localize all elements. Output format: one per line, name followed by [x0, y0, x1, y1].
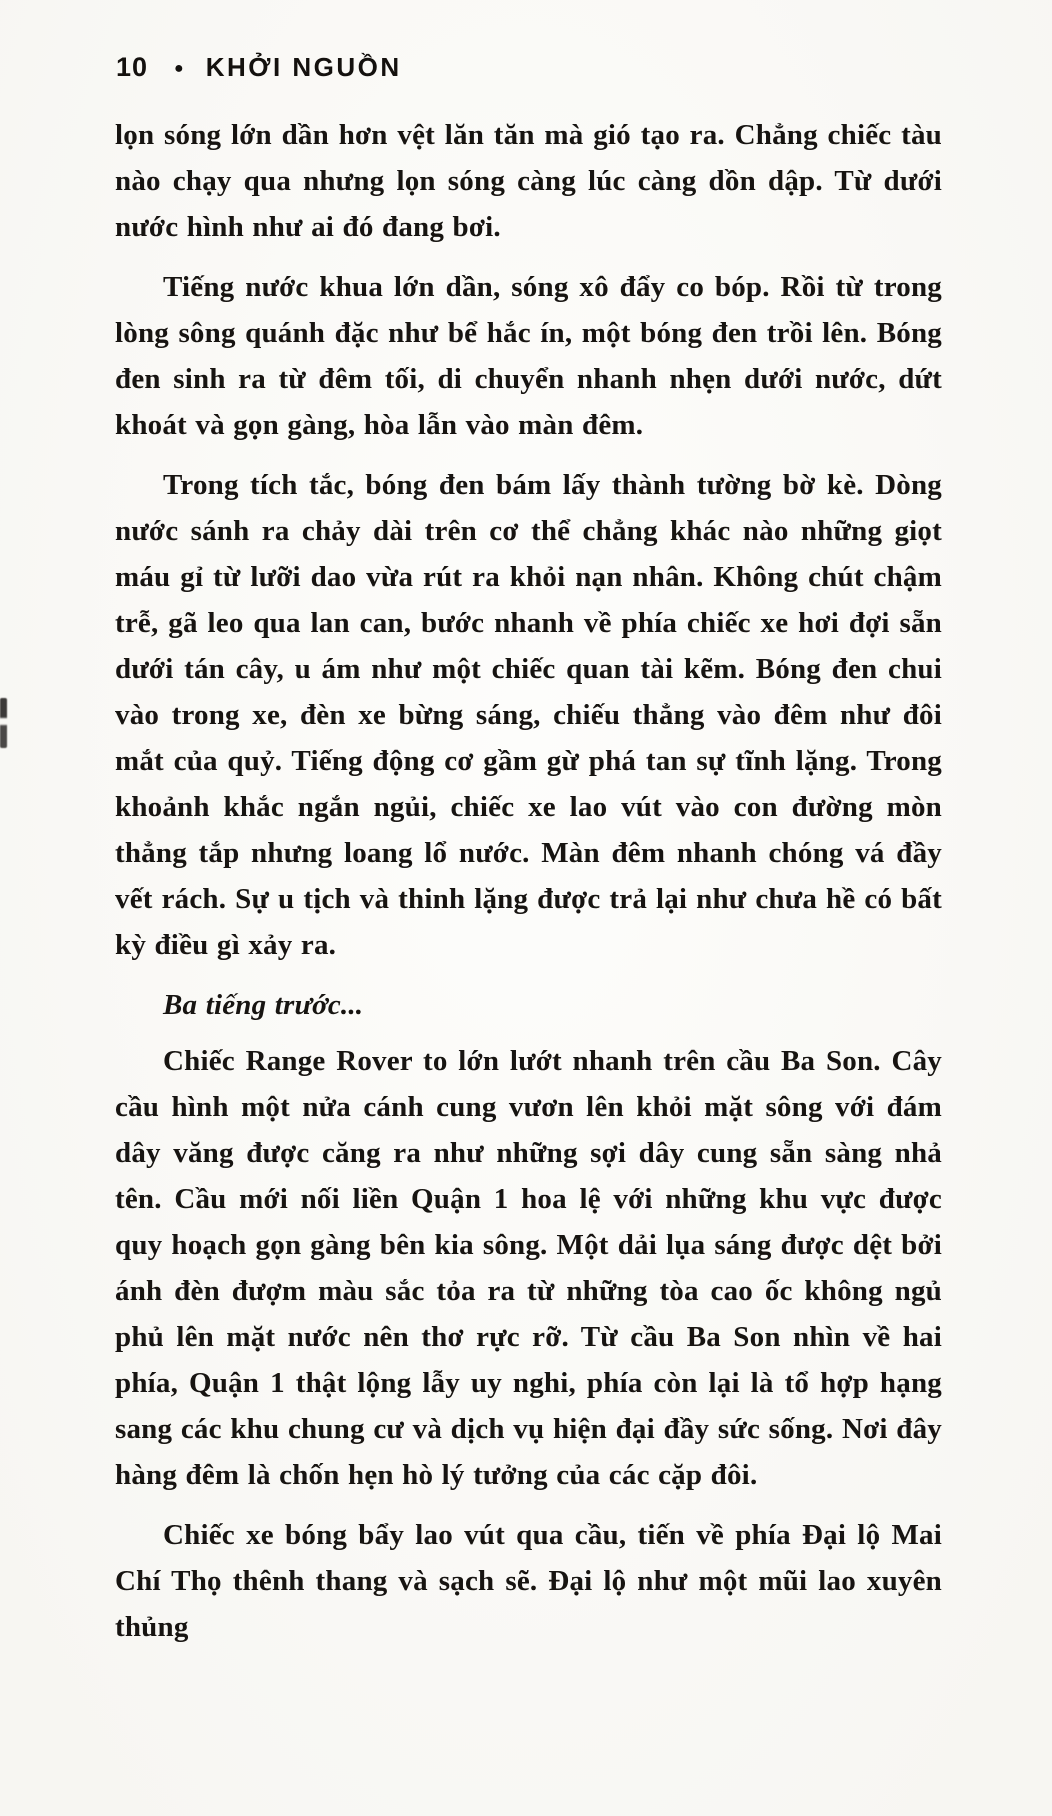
- bullet-icon: ●: [174, 59, 184, 77]
- page-header: [116, 52, 402, 83]
- chapter-title: KHỞI NGUỒN: [205, 52, 402, 82]
- scan-artifact: [0, 698, 7, 748]
- paragraph: Trong tích tắc, bóng đen bám lấy thành tường bờ kè. Dòng nước sánh ra chảy dài trên cơ thể chẳng khác nào những giọt máu gỉ từ lưỡi dao vừa rút ra khỏi nạn nhân. Không chút chậm trễ, gã leo qua lan can, bước nhanh về phía chiếc xe hơi đợi sẵn dưới tán cây, u ám như một chiếc quan tài kẽm. Bóng đen chui vào trong xe, đèn xe bừng sáng, chiếu thẳng vào đêm như đôi mắt của quỷ. Tiếng động cơ gầm gừ phá tan sự tĩnh lặng. Trong khoảnh khắc ngắn ngủi, chiếc xe lao vút vào con đường mòn thẳng tắp nhưng loang lổ nước. Màn đêm nhanh chóng vá đầy vết rách. Sự u tịch và thinh lặng được trả lại như chưa hề có bất kỳ điều gì xảy ra.: [115, 469, 942, 961]
- paragraph: lọn sóng lớn dần hơn vệt lăn tăn mà gió tạo ra. Chẳng chiếc tàu nào chạy qua nhưng lọn sóng càng lúc càng dồn dập. Từ dưới nước hình như ai đó đang bơi.: [115, 119, 942, 243]
- paragraph: Chiếc Range Rover to lớn lướt nhanh trên cầu Ba Son. Cây cầu hình một nửa cánh cung vươn lên khỏi mặt sông với đám dây văng được căng ra như những sợi dây cung sẵn sàng nhả tên. Cầu mới nối liền Quận 1 hoa lệ với những khu vực được quy hoạch gọn gàng bên kia sông. Một dải lụa sáng được dệt bởi ánh đèn đượm màu sắc tỏa ra từ những tòa cao ốc không ngủ phủ lên mặt nước nên thơ rực rỡ. Từ cầu Ba Son nhìn về hai phía, Quận 1 thật lộng lẫy uy nghi, phía còn lại là tổ hợp hạng sang các khu chung cư và dịch vụ hiện đại đầy sức sống. Nơi đây hàng đêm là chốn hẹn hò lý tưởng của các cặp đôi.: [115, 1045, 942, 1491]
- body-text: [115, 112, 942, 1664]
- paragraph-scene-break: Ba tiếng trước...: [163, 989, 364, 1021]
- paragraph: Chiếc xe bóng bẩy lao vút qua cầu, tiến về phía Đại lộ Mai Chí Thọ thênh thang và sạch sẽ. Đại lộ như một mũi lao xuyên thủng: [115, 1519, 942, 1643]
- page-number: 10: [116, 52, 149, 82]
- paragraph: Tiếng nước khua lớn dần, sóng xô đẩy co bóp. Rồi từ trong lòng sông quánh đặc như bể hắc ín, một bóng đen trồi lên. Bóng đen sinh ra từ đêm tối, di chuyển nhanh nhẹn dưới nước, dứt khoát và gọn gàng, hòa lẫn vào màn đêm.: [115, 271, 942, 441]
